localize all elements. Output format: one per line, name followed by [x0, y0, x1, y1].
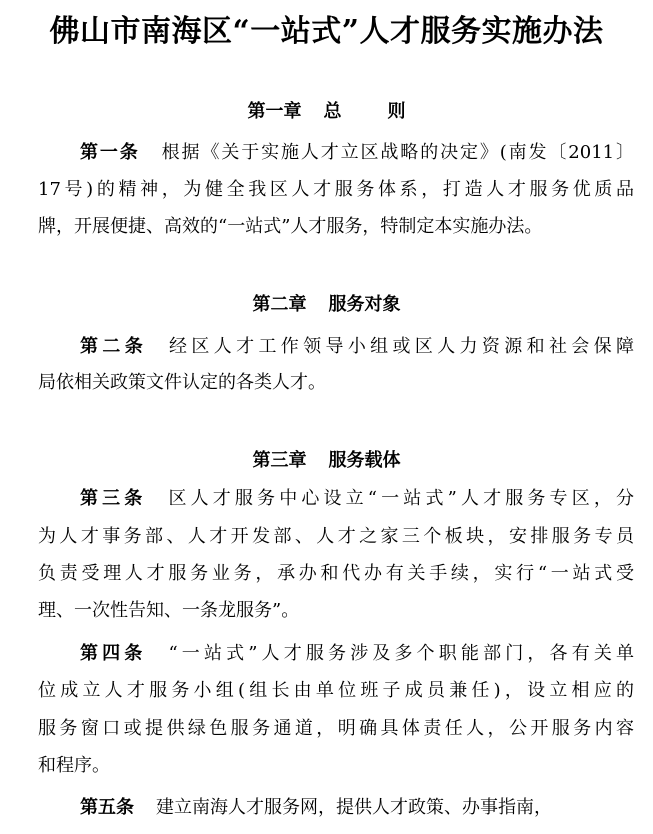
article-3-line-1 — [80, 485, 634, 513]
article-1-line-1 — [80, 139, 634, 167]
article-4-text-line-1: “一站式”人才服务涉及多个职能部门，各有关单 — [168, 643, 634, 664]
article-3-text-line-3: 负责受理人才服务业务，承办和代办有关手续，实行“一站式受 — [38, 563, 634, 584]
article-2-text-line-2: 局依相关政策文件认定的各类人才。 — [38, 372, 326, 393]
article-4-number: 第四条 — [80, 643, 147, 664]
article-3-text-line-1: 区人才服务中心设立“一站式”人才服务专区，分 — [168, 488, 634, 509]
chapter-2-number: 第二章 — [252, 294, 307, 315]
chapter-1-heading — [0, 98, 653, 126]
article-5-number: 第五条 — [80, 797, 134, 818]
article-1-number: 第一条 — [80, 142, 140, 163]
article-3-text-line-2: 为人才事务部、人才开发部、人才之家三个板块，安排服务专员 — [38, 526, 634, 547]
article-1-text-line-1: 根据《关于实施人才立区战略的决定》(南发〔2011〕 — [161, 142, 634, 163]
chapter-2-title: 服务对象 — [328, 294, 401, 315]
article-3-number: 第三条 — [80, 488, 147, 509]
chapter-1-title-part1: 总 — [323, 101, 342, 122]
article-3-text-line-4: 理、一次性告知、一条龙服务”。 — [38, 600, 300, 621]
article-5-line-1 — [80, 794, 634, 822]
article-2-text-line-1: 经区人才工作领导小组或区人力资源和社会保障 — [169, 336, 635, 357]
article-4-text-line-4: 和程序。 — [38, 755, 110, 776]
article-1-text-line-3: 牌，开展便捷、高效的“一站式”人才服务，特制定本实施办法。 — [38, 216, 543, 237]
chapter-1-number: 第一章 — [247, 101, 302, 122]
chapter-3-title: 服务载体 — [328, 450, 401, 471]
article-4-text-line-2: 位成立人才服务小组(组长由单位班子成员兼任)，设立相应的 — [38, 680, 634, 701]
chapter-1-title-part2: 则 — [387, 101, 406, 122]
article-2-line-1 — [80, 333, 634, 361]
article-2-number: 第二条 — [80, 336, 148, 357]
article-1-text-line-2: 17号)的精神，为健全我区人才服务体系，打造人才服务优质品 — [38, 179, 634, 200]
article-4-text-line-3: 服务窗口或提供绿色服务通道，明确具体责任人，公开服务内容 — [38, 718, 634, 739]
article-4-line-1 — [80, 640, 634, 668]
article-5-text-line-1: 建立南海人才服务网，提供人才政策、办事指南， — [156, 797, 552, 818]
document-title: 佛山市南海区“一站式”人才服务实施办法 — [49, 14, 604, 49]
chapter-2-heading — [0, 291, 653, 319]
chapter-3-number: 第三章 — [252, 450, 307, 471]
chapter-3-heading — [0, 447, 653, 475]
